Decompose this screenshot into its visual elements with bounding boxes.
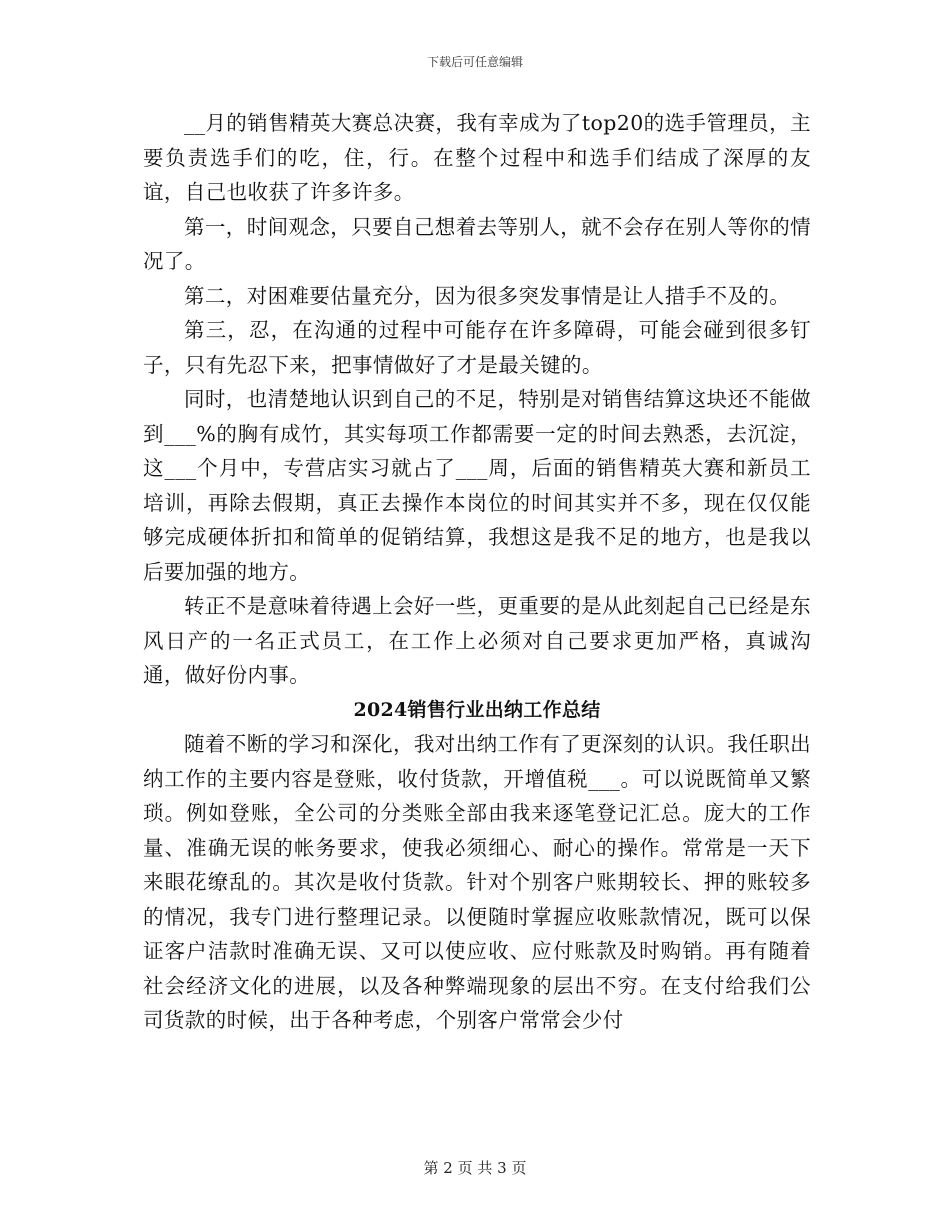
paragraph-finals: __月的销售精英大赛总决赛，我有幸成为了top20的选手管理员，主要负责选手们的吃，住，行。在整个过程中和选手们结成了深厚的友谊，自己也收获了许多许多。 [143, 111, 811, 204]
section-body-paragraph: 随着不断的学习和深化，我对出纳工作有了更深刻的认识。我任职出纳工作的主要内容是登账，收付货款，开增值税___。可以说既简单又繁琐。例如登账，全公司的分类账全部由我来逐笔登记汇总。庞大的工作量、准确无误的帐务要求，使我必须细心、耐心的操作。常常是一天下来眼花缭乱的。其次是收付货款。针对个别客户账期较长、押的账较多的情况，我专门进行整理记录。以便随时掌握应收账款情况，既可以保证客户洁款时准确无误、又可以使应收、应付账款及时购销。再有随着社会经济文化的进展，以及各种弊端现象的层出不穷。在支付给我们公司货款的时候，出于各种考虑，个别客户常常会少付 [143, 732, 811, 1032]
page-number: 第 2 页 共 3 页 [423, 1159, 527, 1177]
document-body [143, 106, 811, 1038]
section-title: 2024销售行业出纳工作总结 [353, 698, 601, 721]
paragraph-point-three: 第三，忍，在沟通的过程中可能存在许多障碍，可能会碰到很多钉子，只有先忍下来，把事情做好了才是最关键的。 [143, 318, 811, 377]
paragraph-point-two: 第二，对困难要估量充分，因为很多突发事情是让人措手不及的。 [184, 283, 791, 308]
paragraph-conclusion: 转正不是意味着待遇上会好一些，更重要的是从此刻起自己已经是东风日产的一名正式员工，在工作上必须对自己要求更加严格，真诚沟通，做好份内事。 [143, 594, 811, 687]
page-header-note: 下载后可任意编辑 [426, 55, 523, 69]
paragraph-shortcomings: 同时，也清楚地认识到自己的不足，特别是对销售结算这块还不能做到___%的胸有成竹，其实每项工作都需要一定的时间去熟悉，去沉淀，这___个月中，专营店实习就占了___周，后面的销售精英大赛和新员工培训，再除去假期，真正去操作本岗位的时间其实并不多，现在仅仅能够完成硬体折扣和简单的促销结算，我想这是我不足的地方，也是我以后要加强的地方。 [143, 387, 811, 584]
paragraph-point-one: 第一，时间观念，只要自己想着去等别人，就不会存在别人等你的情况了。 [143, 214, 811, 273]
